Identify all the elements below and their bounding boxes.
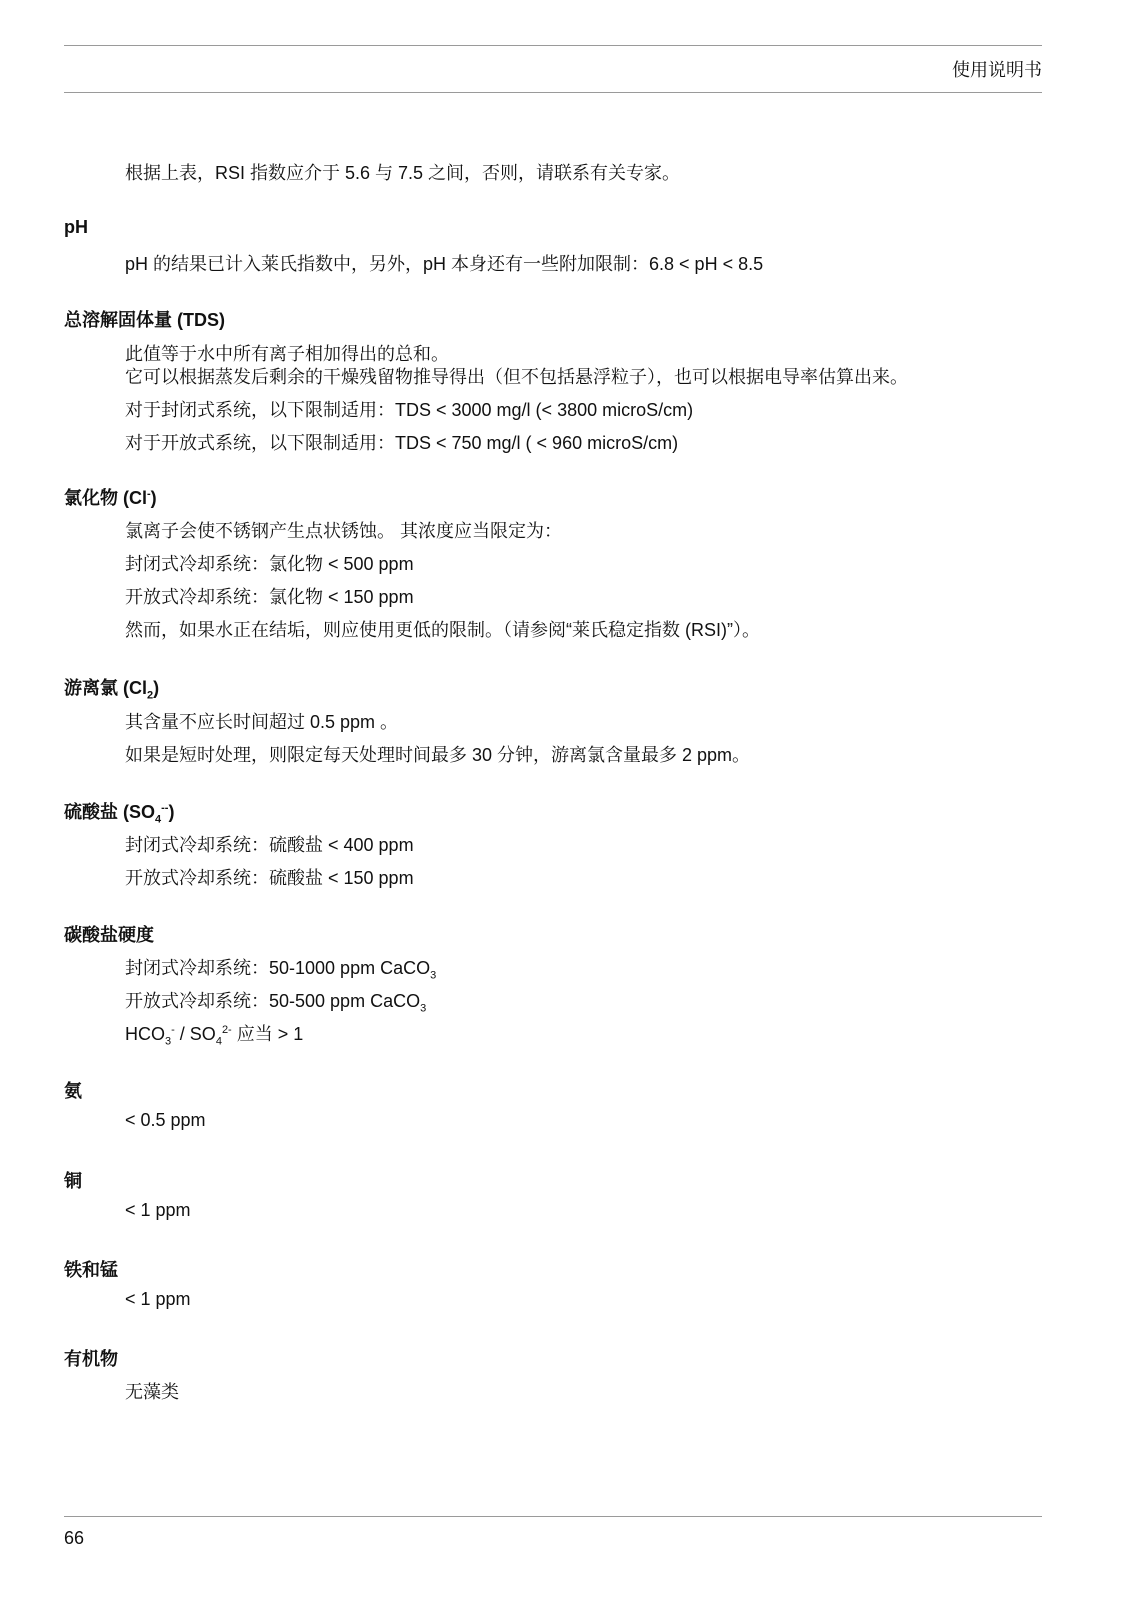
document-title: 使用说明书 — [952, 60, 1042, 80]
header-bottom-rule — [64, 92, 1042, 93]
section-line: pH 的结果已计入莱氏指数中，另外，pH 本身还有一些附加限制：6.8 < pH < 8.5 — [125, 254, 764, 274]
section-line: 开放式冷却系统：氯化物 < 150 ppm — [125, 587, 414, 607]
section-line: 封闭式冷却系统：氯化物 < 500 ppm — [125, 554, 414, 574]
section-line: 封闭式冷却系统：50-1000 ppm CaCO$_3$ — [125, 958, 437, 982]
footer-rule — [64, 1516, 1042, 1517]
section-line: < 1 ppm — [125, 1200, 191, 1220]
section-heading: 氨 — [64, 1081, 82, 1101]
section-heading: 硫酸盐 $(SO_4^{--})$ — [64, 802, 175, 826]
section-line: 开放式冷却系统：50-500 ppm CaCO$_3$ — [125, 991, 427, 1015]
section-line: 对于开放式系统，以下限制适用：TDS < 750 mg/l ( < 960 microS/cm) — [125, 433, 679, 453]
section-heading: 总溶解固体量 (TDS) — [64, 310, 225, 330]
section-heading: 有机物 — [64, 1349, 118, 1369]
section-line: 其含量不应长时间超过 0.5 ppm 。 — [125, 712, 399, 732]
page-number: 66 — [64, 1528, 85, 1548]
section-line: < 1 ppm — [125, 1289, 191, 1309]
section-line: $HCO_3^- / SO_4^{2-}$ 应当 > 1 — [125, 1024, 304, 1048]
section-line: 它可以根据蒸发后剩余的干燥残留物推导得出（但不包括悬浮粒子），也可以根据电导率估算出来。 — [125, 367, 908, 387]
section-line: < 0.5 ppm — [125, 1110, 206, 1130]
section-heading: 铁和锰 — [64, 1260, 118, 1280]
section-heading: 碳酸盐硬度 — [64, 925, 154, 945]
section-line: 如果是短时处理，则限定每天处理时间最多 30 分钟，游离氯含量最多 2 ppm。 — [125, 745, 751, 765]
section-heading: 氯化物 (Cl-) — [64, 488, 157, 508]
section-line: 氯离子会使不锈钢产生点状锈蚀。 其浓度应当限定为： — [125, 521, 562, 541]
section-line: 然而，如果水正在结垢，则应使用更低的限制。（请参阅“莱氏稳定指数 (RSI)”）。 — [125, 620, 760, 640]
section-line: 无藻类 — [125, 1382, 179, 1402]
header-top-rule — [64, 45, 1042, 46]
section-heading: pH — [64, 217, 88, 237]
section-heading: 铜 — [64, 1171, 82, 1191]
section-line: 开放式冷却系统：硫酸盐 < 150 ppm — [125, 868, 414, 888]
section-line: 对于封闭式系统，以下限制适用：TDS < 3000 mg/l (< 3800 microS/cm) — [125, 400, 694, 420]
section-line: 封闭式冷却系统：硫酸盐 < 400 ppm — [125, 835, 414, 855]
section-line: 此值等于水中所有离子相加得出的总和。 — [125, 344, 449, 364]
intro-paragraph: 根据上表，RSI 指数应介于 5.6 与 7.5 之间，否则，请联系有关专家。 — [125, 163, 681, 183]
section-heading: 游离氯 $(Cl_2)$ — [64, 678, 160, 702]
